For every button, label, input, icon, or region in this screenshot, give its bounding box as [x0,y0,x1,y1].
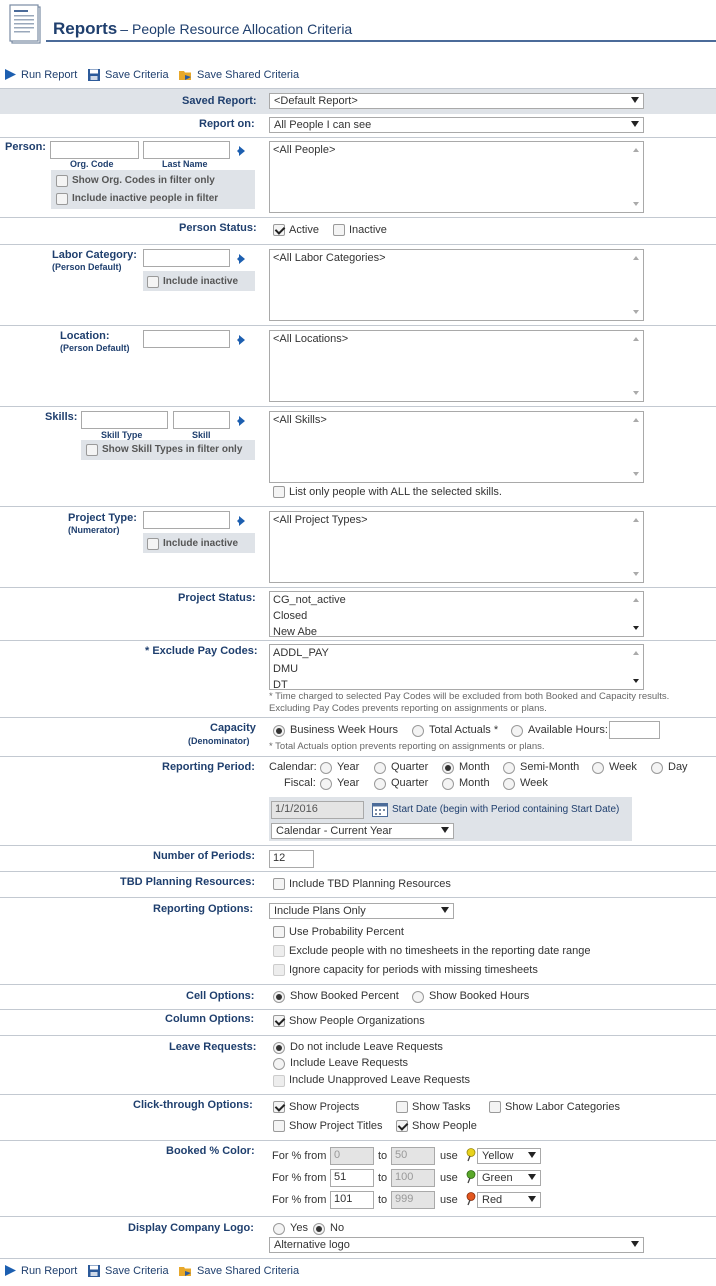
probability-label: Use Probability Percent [289,926,404,938]
to-label: to [378,1172,388,1184]
dropdown-arrow-icon [631,97,639,103]
list-item[interactable]: DT [273,679,288,690]
unapproved-leave-label: Include Unapproved Leave Requests [289,1074,471,1086]
for-from-label: For % from [272,1172,327,1184]
page-title: Reports – People Resource Allocation Criteria [53,19,353,38]
separator [0,1094,716,1095]
booked-percent-radio[interactable] [273,991,285,1003]
active-checkbox[interactable] [273,224,285,236]
tbd-option-label: Include TBD Planning Resources [289,878,451,890]
range-to-input[interactable]: 999 [391,1191,435,1209]
skills-list[interactable] [269,411,644,483]
fiscal-quarter-radio[interactable] [374,778,386,790]
for-from-label: For % from [272,1150,327,1162]
fiscal-quarter-label: Quarter [391,777,429,789]
separator [0,756,716,757]
person-status-label: Person Status: [179,222,257,234]
total-actuals-radio[interactable] [412,725,424,737]
run-report-label: Run Report [21,1264,78,1277]
include-inactive-people-label: Include inactive people in filter [72,193,219,204]
range-to-input[interactable]: 100 [391,1169,435,1187]
last-name-input[interactable] [143,141,230,159]
skill-type-input[interactable] [81,411,168,429]
save-criteria-label: Save Criteria [105,1265,169,1277]
people-orgs-checkbox[interactable] [273,1015,285,1027]
company-logo-label: Display Company Logo: [128,1222,254,1234]
logo-no-radio[interactable] [313,1223,325,1235]
logo-yes-radio[interactable] [273,1223,285,1235]
calendar-month-label: Month [459,761,490,773]
separator [0,1140,716,1141]
business-week-label: Business Week Hours [290,724,399,736]
show-org-codes-checkbox[interactable] [56,175,68,187]
page-subtitle: People Resource Allocation Criteria [131,21,353,37]
skills-label: Skills: [45,411,78,423]
period-range-value: Calendar - Current Year [276,825,393,837]
labor-category-label: Labor Category: [52,249,137,261]
save-criteria-button[interactable] [87,68,169,82]
skill-type-caption: Skill Type [101,430,143,440]
booked-hours-label: Show Booked Hours [429,990,530,1002]
click-through-label: Click-through Options: [133,1099,253,1111]
location-list[interactable] [269,330,644,402]
add-arrow-icon[interactable] [237,416,247,426]
available-hours-input[interactable] [609,721,660,739]
list-item[interactable]: CG_not_active [273,594,346,606]
scrollbar[interactable] [629,412,643,482]
logo-no-label: No [330,1222,345,1234]
calendar-semi-month-radio[interactable] [503,762,515,774]
run-report-button-bottom[interactable] [4,1264,77,1277]
list-item[interactable]: <All Project Types> [273,514,368,526]
scrollbar[interactable] [629,645,643,689]
save-criteria-label: Save Criteria [105,69,169,81]
separator [0,137,716,138]
show-tasks-checkbox[interactable] [396,1101,408,1113]
dropdown-arrow-icon [631,1241,639,1247]
show-projects-label: Show Projects [289,1101,360,1113]
separator [0,871,716,872]
save-criteria-button-bottom[interactable] [87,1264,169,1278]
list-item[interactable]: New Abe [273,626,318,637]
separator [0,506,716,507]
list-item[interactable]: ADDL_PAY [273,647,329,659]
last-name-caption: Last Name [162,159,208,169]
org-code-input[interactable] [50,141,139,159]
project-include-inactive-checkbox[interactable] [147,538,159,550]
separator [0,406,716,407]
yellow-pin-icon [466,1148,476,1162]
business-week-radio[interactable] [273,725,285,737]
show-tasks-label: Show Tasks [412,1101,471,1113]
to-label: to [378,1194,388,1206]
floppy-icon [87,68,101,82]
list-item[interactable]: DMU [273,663,299,675]
range-to-input[interactable]: 50 [391,1147,435,1165]
total-actuals-label: Total Actuals * [429,724,499,736]
range-from-input[interactable]: 51 [330,1169,374,1187]
inactive-label: Inactive [349,224,387,236]
labor-category-list[interactable] [269,249,644,321]
shared-folder-icon [178,68,193,82]
color-value: Yellow [482,1150,514,1162]
separator [0,845,716,846]
color-value: Green [482,1172,513,1184]
run-report-button[interactable] [4,68,77,81]
header-rule [46,40,716,42]
calendar-week-radio[interactable] [592,762,604,774]
save-shared-criteria-button-bottom[interactable] [178,1264,299,1278]
add-arrow-icon[interactable] [237,516,247,526]
people-orgs-label: Show People Organizations [289,1015,425,1027]
separator [0,244,716,245]
fiscal-month-label: Month [459,777,490,789]
shared-folder-icon [178,1264,193,1278]
separator [0,897,716,898]
all-skills-label: List only people with ALL the selected skills. [289,486,502,498]
show-project-titles-checkbox[interactable] [273,1120,285,1132]
dropdown-arrow-icon [528,1152,536,1158]
calendar-icon[interactable] [372,802,388,817]
include-inactive-people-checkbox[interactable] [56,193,68,205]
list-item[interactable]: Closed [273,610,308,622]
show-people-label: Show People [412,1120,477,1132]
list-item[interactable]: <All Skills> [273,414,327,426]
dropdown-arrow-icon [441,827,449,833]
all-skills-checkbox[interactable] [273,486,285,498]
plans-select[interactable] [269,903,454,919]
use-label: use [440,1194,458,1206]
location-label: Location: [60,330,110,342]
location-sub: (Person Default) [60,343,130,353]
num-periods-input[interactable]: 12 [269,850,314,868]
project-include-inactive-label: Include inactive [163,538,239,549]
unapproved-leave-checkbox[interactable] [273,1075,285,1087]
red-pin-icon [466,1192,476,1206]
separator [0,217,716,218]
pay-codes-note-2: Excluding Pay Codes prevents reporting on assignments or plans. [269,703,547,714]
page-title-main: Reports [53,19,118,38]
report-on-value: All People I can see [274,119,372,131]
leave-requests-label: Leave Requests: [169,1041,257,1053]
saved-report-label: Saved Report: [182,95,257,107]
skill-input[interactable] [173,411,230,429]
scrollbar[interactable] [629,592,643,636]
available-hours-radio[interactable] [511,725,523,737]
exclude-pay-codes-label: * Exclude Pay Codes: [145,645,258,657]
to-label: to [378,1150,388,1162]
project-status-label: Project Status: [178,592,256,604]
report-on-label: Report on: [199,118,255,130]
separator [0,1009,716,1010]
separator [0,325,716,326]
person-list[interactable] [269,141,644,213]
column-options-label: Column Options: [165,1013,255,1025]
booked-hours-radio[interactable] [412,991,424,1003]
for-from-label: For % from [272,1194,327,1206]
separator [0,587,716,588]
list-item[interactable]: <All Labor Categories> [273,252,386,264]
booked-percent-label: Show Booked Percent [290,990,399,1002]
reporting-period-label: Reporting Period: [162,761,255,773]
list-item[interactable]: <All Locations> [273,333,349,345]
report-on-select[interactable] [269,117,644,133]
no-leave-radio[interactable] [273,1042,285,1054]
saved-report-select[interactable] [269,93,644,109]
show-labor-categories-checkbox[interactable] [489,1101,501,1113]
org-code-caption: Org. Code [70,159,114,169]
show-org-codes-label: Show Org. Codes in filter only [72,175,215,186]
start-date-input[interactable]: 1/1/2016 [271,801,364,819]
capacity-sub: (Denominator) [188,736,250,746]
separator [0,1216,716,1217]
no-leave-label: Do not include Leave Requests [290,1041,443,1053]
available-hours-label: Available Hours: [528,724,608,736]
run-report-label: Run Report [21,68,78,81]
calendar-month-radio[interactable] [442,762,454,774]
save-shared-criteria-label: Save Shared Criteria [197,1265,300,1277]
green-pin-icon [466,1170,476,1184]
num-periods-label: Number of Periods: [153,850,256,862]
color-value: Red [482,1194,503,1206]
labor-category-input[interactable] [143,249,230,267]
calendar-label: Calendar: [269,761,317,773]
active-label: Active [289,224,319,236]
include-leave-label: Include Leave Requests [290,1057,409,1069]
dropdown-arrow-icon [441,907,449,913]
logo-select[interactable] [269,1237,644,1253]
capacity-label: Capacity [210,722,256,734]
play-icon [4,68,17,81]
color-select[interactable] [477,1170,541,1186]
show-project-titles-label: Show Project Titles [289,1120,383,1132]
pay-codes-note-1: * Time charged to selected Pay Codes will be excluded from both Booked and Capacity results. [269,691,670,702]
range-from-input[interactable]: 101 [330,1191,374,1209]
dropdown-arrow-icon [528,1196,536,1202]
calendar-day-label: Day [668,761,688,773]
reporting-options-label: Reporting Options: [153,903,254,915]
separator [0,1035,716,1036]
play-icon [4,1264,17,1277]
add-arrow-icon[interactable] [237,335,247,345]
list-item[interactable]: <All People> [273,144,336,156]
use-label: use [440,1172,458,1184]
project-type-input[interactable] [143,511,230,529]
report-icon [8,3,44,47]
pay-codes-list[interactable] [269,644,644,690]
location-input[interactable] [143,330,230,348]
calendar-year-label: Year [337,761,360,773]
fiscal-label: Fiscal: [284,777,316,789]
project-type-list[interactable] [269,511,644,583]
calendar-week-label: Week [609,761,637,773]
fiscal-week-radio[interactable] [503,778,515,790]
labor-include-inactive-label: Include inactive [163,276,239,287]
fiscal-year-label: Year [337,777,360,789]
add-arrow-icon[interactable] [237,254,247,264]
fiscal-month-radio[interactable] [442,778,454,790]
fiscal-week-label: Week [520,777,548,789]
inactive-checkbox[interactable] [333,224,345,236]
separator [0,640,716,641]
exclude-no-timesheets-checkbox[interactable] [273,945,285,957]
show-skill-types-checkbox[interactable] [86,444,98,456]
skill-caption: Skill [192,430,211,440]
save-shared-criteria-label: Save Shared Criteria [197,69,300,81]
booked-color-label: Booked % Color: [166,1145,255,1157]
capacity-note: * Total Actuals option prevents reporting on assignments or plans. [269,741,545,752]
scrollbar[interactable] [629,142,643,212]
person-label: Person: [5,141,46,153]
range-from-input[interactable]: 0 [330,1147,374,1165]
scrollbar[interactable] [629,250,643,320]
calendar-day-radio[interactable] [651,762,663,774]
labor-category-sub: (Person Default) [52,262,122,272]
calendar-quarter-radio[interactable] [374,762,386,774]
saved-report-value: <Default Report> [274,95,358,107]
labor-include-inactive-checkbox[interactable] [147,276,159,288]
fiscal-year-radio[interactable] [320,778,332,790]
show-people-checkbox[interactable] [396,1120,408,1132]
show-labor-categories-label: Show Labor Categories [505,1101,620,1113]
calendar-semi-month-label: Semi-Month [520,761,580,773]
use-label: use [440,1150,458,1162]
tbd-checkbox[interactable] [273,878,285,890]
include-leave-radio[interactable] [273,1058,285,1070]
show-projects-checkbox[interactable] [273,1101,285,1113]
plans-value: Include Plans Only [274,905,366,917]
separator [0,984,716,985]
scrollbar[interactable] [629,512,643,582]
project-status-list[interactable] [269,591,644,637]
period-range-select[interactable] [271,823,454,839]
color-select[interactable] [477,1192,541,1208]
logo-value: Alternative logo [274,1239,350,1251]
ignore-capacity-label: Ignore capacity for periods with missing timesheets [289,964,538,976]
probability-checkbox[interactable] [273,926,285,938]
exclude-no-timesheets-label: Exclude people with no timesheets in the reporting date range [289,945,591,957]
tbd-label: TBD Planning Resources: [120,876,256,888]
logo-yes-label: Yes [290,1222,308,1234]
dropdown-arrow-icon [631,121,639,127]
ignore-capacity-checkbox[interactable] [273,964,285,976]
calendar-quarter-label: Quarter [391,761,429,773]
project-type-label: Project Type: [68,512,137,524]
floppy-icon [87,1264,101,1278]
dropdown-arrow-icon [528,1174,536,1180]
scrollbar[interactable] [629,331,643,401]
calendar-year-radio[interactable] [320,762,332,774]
cell-options-label: Cell Options: [186,990,255,1002]
separator [0,717,716,718]
start-date-caption: Start Date (begin with Period containing Start Date) [392,804,620,815]
add-arrow-icon[interactable] [237,146,247,156]
save-shared-criteria-button[interactable] [178,68,299,82]
show-skill-types-label: Show Skill Types in filter only [102,444,243,455]
color-select[interactable] [477,1148,541,1164]
project-type-sub: (Numerator) [68,525,120,535]
